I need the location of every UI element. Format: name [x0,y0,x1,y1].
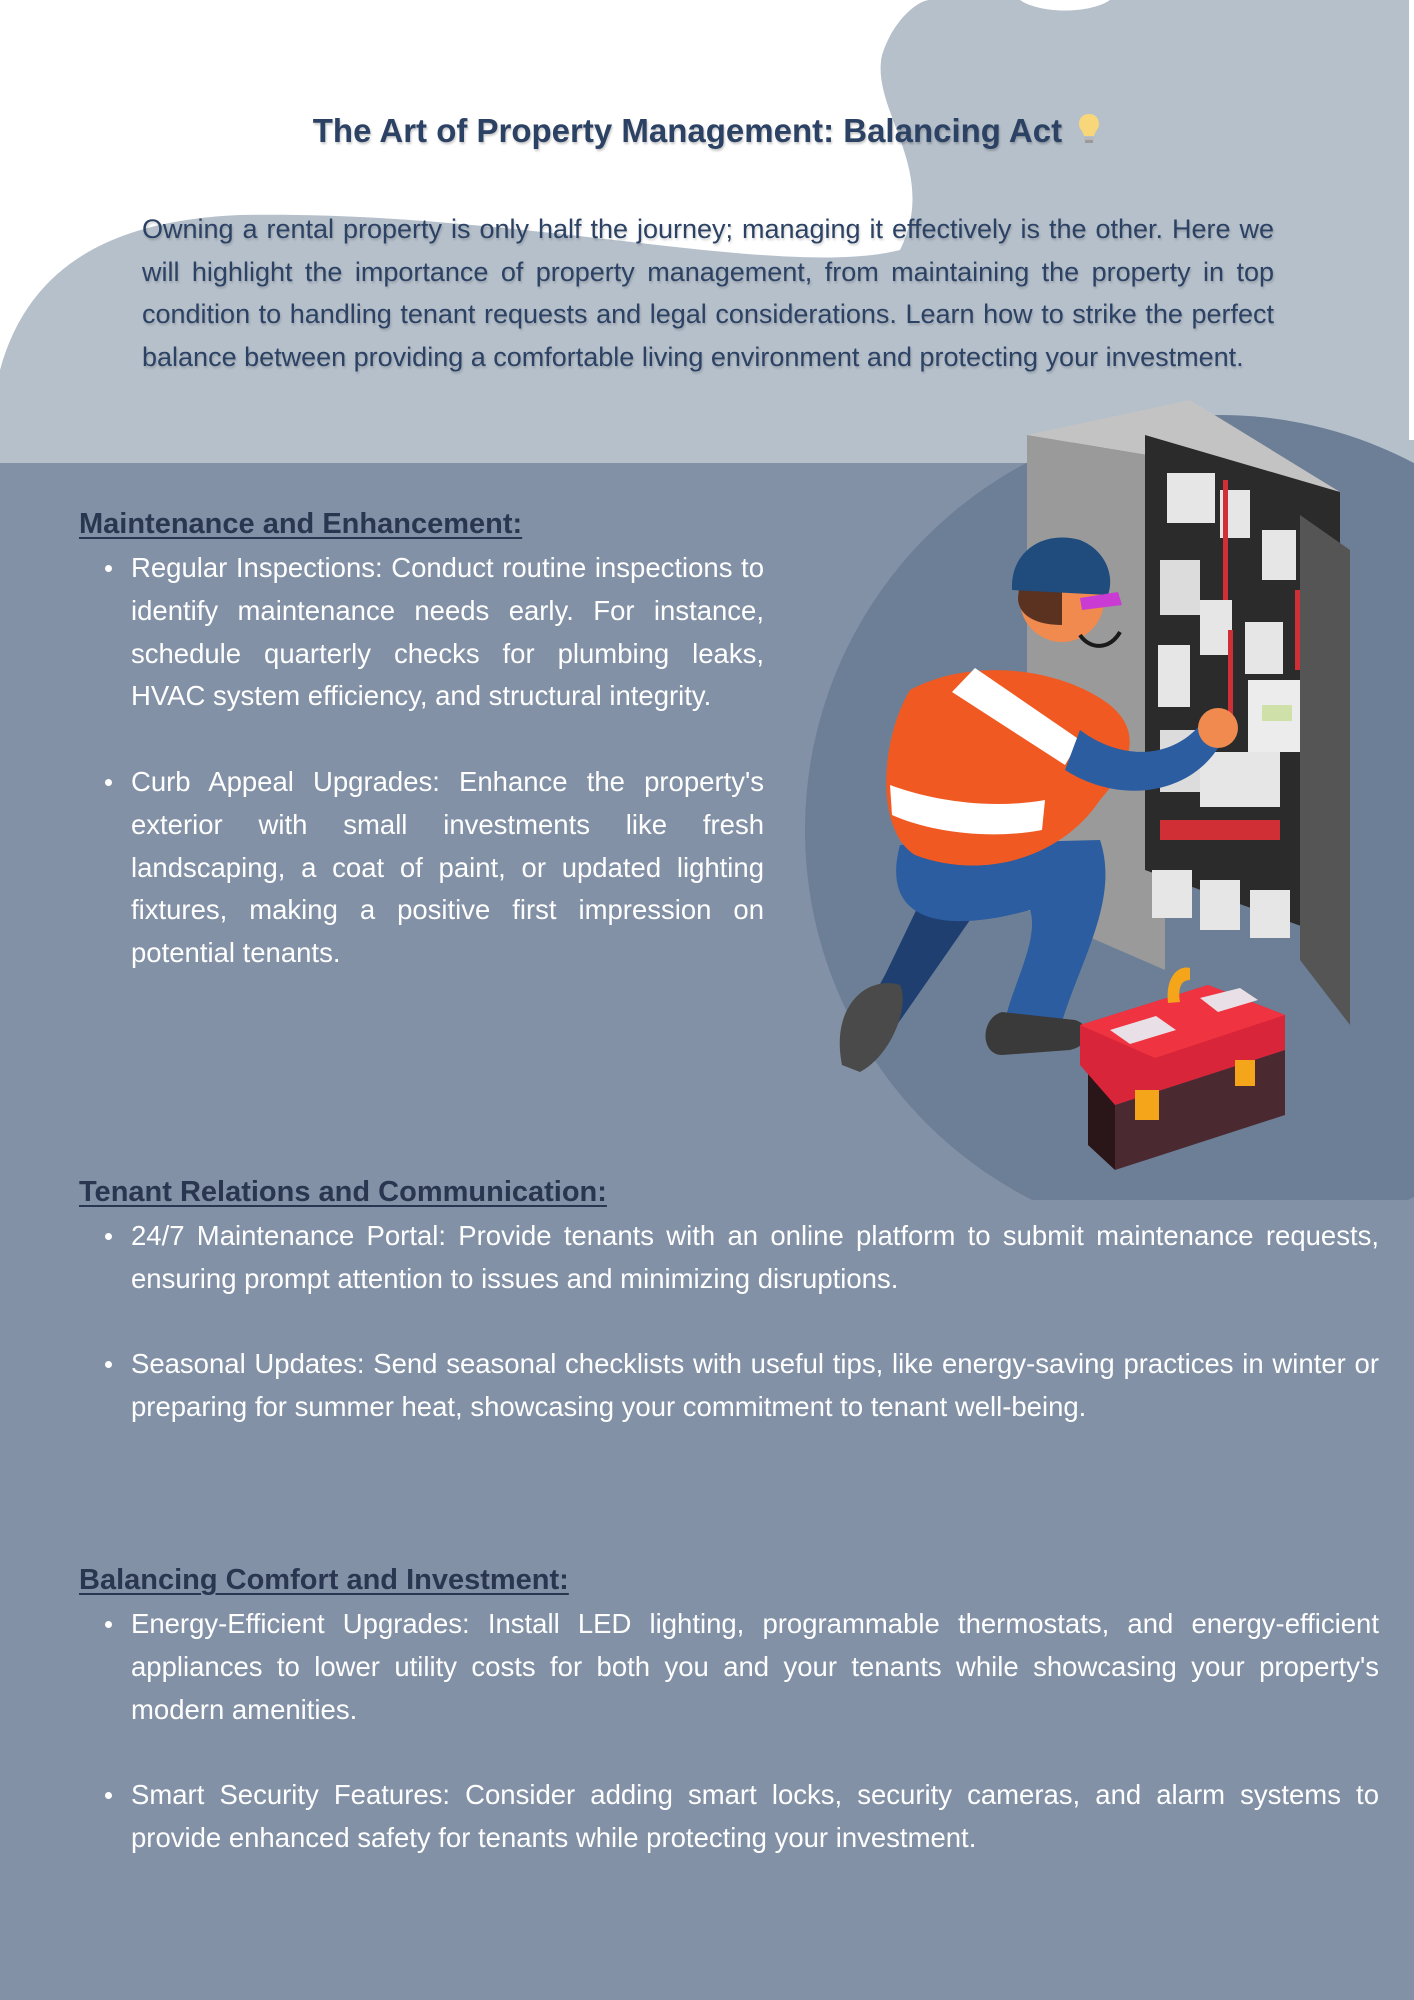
page-title [0,112,1414,154]
balancing-list [79,1603,1379,1860]
list-item: 24/7 Maintenance Portal: Provide tenants with an online platform to submit maintenance requests, ensuring prompt attention to issues and minimizing disruptions. [131,1215,1379,1301]
list-item: Curb Appeal Upgrades: Enhance the property's exterior with small investments like fresh landscaping, a coat of paint, or updated lighting fixtures, making a positive first impression on potential tenants. [131,761,764,975]
section-heading-tenant-relations: Tenant Relations and Communication: [79,1176,607,1208]
lightbulb-icon [1077,112,1101,154]
list-item: Seasonal Updates: Send seasonal checklists with useful tips, like energy-saving practices in winter or preparing for summer heat, showcasing your commitment to tenant well-being. [131,1343,1379,1429]
list-item: Smart Security Features: Consider adding smart locks, security cameras, and alarm systems to provide enhanced safety for tenants while protecting your investment. [131,1774,1379,1860]
electrician-panel-icon [780,400,1414,1200]
section-heading-maintenance: Maintenance and Enhancement: [79,508,523,540]
panel-door [1300,515,1350,1025]
page-title-text: The Art of Property Management: Balancing Act [312,112,1063,149]
intro-paragraph: Owning a rental property is only half the journey; managing it effectively is the other. Here we will highlight the importance of property management, from maintaining the property in top condition to handling tenant requests and legal considerations. Learn how to strike the perfect balance between providing a comfortable living environment and protecting your investment. [142,214,1274,372]
section-heading-balancing: Balancing Comfort and Investment: [79,1564,569,1596]
maintenance-list [79,547,764,975]
list-item: Regular Inspections: Conduct routine inspections to identify maintenance needs early. For instance, schedule quarterly checks for plumbing leaks, HVAC system efficiency, and structural integrity. [131,547,764,718]
list-item: Energy-Efficient Upgrades: Install LED lighting, programmable thermostats, and energy-efficient appliances to lower utility costs for both you and your tenants while showcasing your property's modern amenities. [131,1603,1379,1731]
tenant-relations-list [79,1215,1379,1429]
worker-hand [1198,708,1238,748]
